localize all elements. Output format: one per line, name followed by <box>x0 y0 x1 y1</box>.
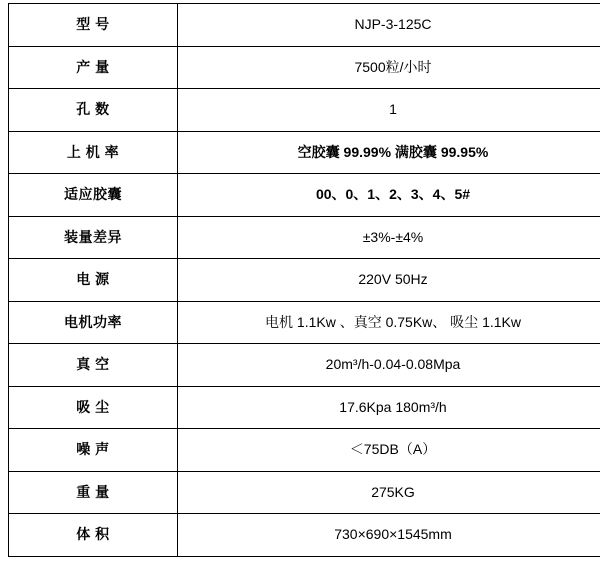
spec-value: 1 <box>178 89 600 132</box>
spec-value: ＜75DB（A） <box>178 429 600 472</box>
spec-label: 电机功率 <box>9 301 178 344</box>
table-row <box>9 216 600 259</box>
spec-label: 产 量 <box>9 46 178 89</box>
table-row <box>9 429 600 472</box>
table-row <box>9 174 600 217</box>
spec-label: 装量差异 <box>9 216 178 259</box>
spec-label: 吸 尘 <box>9 386 178 429</box>
table-row <box>9 386 600 429</box>
table-row <box>9 259 600 302</box>
spec-value: 220V 50Hz <box>178 259 600 302</box>
spec-label: 重 量 <box>9 471 178 514</box>
table-row <box>9 344 600 387</box>
table-row <box>9 471 600 514</box>
spec-value: 00、0、1、2、3、4、5# <box>178 174 600 217</box>
table-row <box>9 514 600 557</box>
spec-value: 20m³/h-0.04-0.08Mpa <box>178 344 600 387</box>
spec-label: 真 空 <box>9 344 178 387</box>
spec-value: ±3%-±4% <box>178 216 600 259</box>
specification-table-body <box>9 4 600 557</box>
spec-label: 型 号 <box>9 4 178 47</box>
spec-label: 电 源 <box>9 259 178 302</box>
specification-table <box>8 3 600 557</box>
table-row <box>9 46 600 89</box>
spec-value: 7500粒/小时 <box>178 46 600 89</box>
spec-label: 噪 声 <box>9 429 178 472</box>
table-row <box>9 131 600 174</box>
spec-label: 适应胶囊 <box>9 174 178 217</box>
spec-label: 体 积 <box>9 514 178 557</box>
spec-label: 上 机 率 <box>9 131 178 174</box>
spec-label: 孔 数 <box>9 89 178 132</box>
table-row <box>9 89 600 132</box>
spec-value: 空胶囊 99.99% 满胶囊 99.95% <box>178 131 600 174</box>
spec-value: NJP-3-125C <box>178 4 600 47</box>
spec-value: 电机 1.1Kw 、真空 0.75Kw、 吸尘 1.1Kw <box>178 301 600 344</box>
spec-value: 275KG <box>178 471 600 514</box>
spec-value: 730×690×1545mm <box>178 514 600 557</box>
table-row <box>9 301 600 344</box>
spec-value: 17.6Kpa 180m³/h <box>178 386 600 429</box>
table-row <box>9 4 600 47</box>
